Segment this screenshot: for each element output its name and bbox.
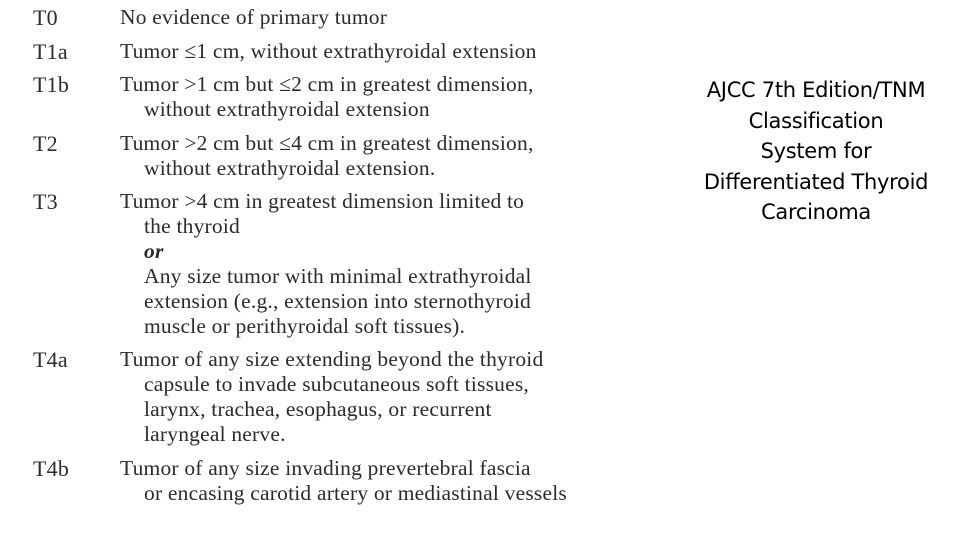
slide-title	[680, 75, 952, 228]
title-line: Carcinoma	[761, 200, 871, 224]
description-line: Tumor >4 cm in greatest dimension limited to	[120, 189, 525, 213]
stage-code: T1b	[33, 72, 70, 97]
description-line: or encasing carotid artery or mediastinal vessels	[144, 481, 567, 505]
description-line: Tumor ≤1 cm, without extrathyroidal extension	[120, 39, 537, 63]
stage-code: T2	[33, 131, 58, 156]
description-line: the thyroid	[144, 214, 240, 238]
stage-description	[120, 189, 660, 339]
description-line: larynx, trachea, esophagus, or recurrent	[144, 397, 492, 421]
description-line: extension (e.g., extension into sternothyroid	[144, 289, 531, 313]
stage-code: T1a	[33, 39, 68, 64]
description-line: Tumor >2 cm but ≤4 cm in greatest dimension,	[120, 131, 534, 155]
description-line: Any size tumor with minimal extrathyroidal	[144, 264, 532, 288]
title-line: Classification	[748, 108, 884, 133]
stage-code: T4b	[33, 456, 70, 481]
stage-description	[120, 5, 660, 30]
description-line: Tumor of any size extending beyond the thyroid	[120, 347, 544, 371]
stage-description	[120, 39, 660, 64]
title-line: AJCC 7th Edition/TNM	[706, 78, 926, 102]
stage-code: T4a	[33, 347, 68, 372]
stage-description	[120, 456, 660, 506]
description-line: without extrathyroidal extension.	[144, 156, 436, 180]
or-connector: or	[144, 239, 164, 263]
stage-description	[120, 131, 660, 181]
description-line: capsule to invade subcutaneous soft tissues,	[144, 372, 529, 396]
stage-code: T0	[33, 5, 58, 30]
title-line: System for	[760, 139, 872, 163]
stage-code: T3	[33, 189, 58, 214]
stage-description	[120, 347, 660, 447]
description-line: without extrathyroidal extension	[144, 97, 430, 121]
description-line: No evidence of primary tumor	[120, 5, 388, 29]
title-line: Differentiated Thyroid	[703, 169, 929, 194]
description-line: Tumor >1 cm but ≤2 cm in greatest dimension,	[120, 72, 534, 96]
description-line: muscle or perithyroidal soft tissues).	[144, 314, 466, 338]
description-line: laryngeal nerve.	[144, 422, 286, 446]
description-line: Tumor of any size invading prevertebral fascia	[120, 456, 531, 480]
stage-description	[120, 72, 660, 122]
